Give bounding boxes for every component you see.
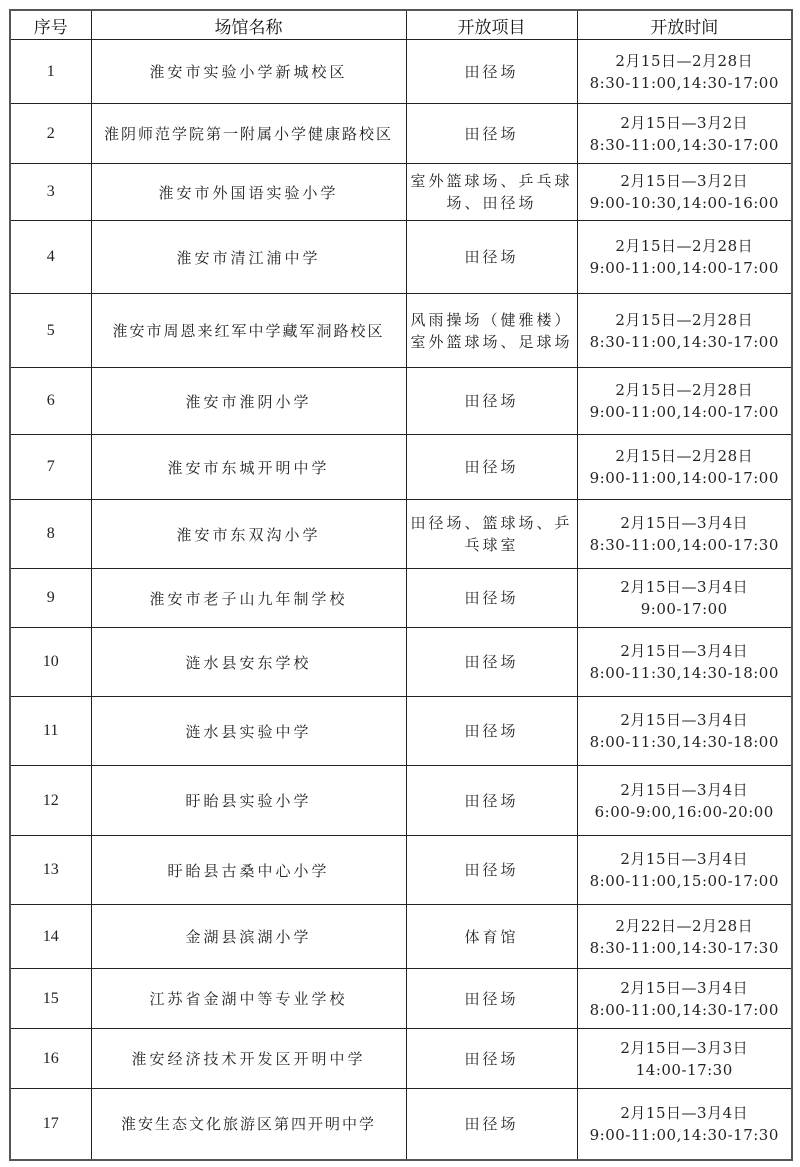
- row-number: 2: [10, 104, 91, 164]
- open-items: [406, 1029, 577, 1089]
- open-item-line: 田径场: [464, 989, 519, 1008]
- table-row: [10, 569, 792, 628]
- open-date-range: 2月15日—3月4日: [620, 978, 749, 997]
- open-item-line: 田径场: [464, 1114, 519, 1133]
- open-time: [577, 104, 792, 164]
- open-date-range: 2月15日—2月28日: [615, 447, 754, 465]
- open-hours: 9:00-17:00: [640, 600, 728, 618]
- open-time: [577, 628, 792, 697]
- row-number: 1: [10, 40, 91, 104]
- open-item-line: 体育馆: [464, 927, 519, 946]
- row-number: 8: [10, 500, 91, 569]
- venue-name: 淮安市实验小学新城校区: [91, 40, 406, 104]
- open-date-range: 2月15日—2月28日: [615, 51, 754, 70]
- open-items: [406, 969, 577, 1029]
- row-number: 9: [10, 569, 91, 628]
- venue-name: 淮安市东城开明中学: [91, 435, 406, 500]
- open-hours: 8:00-11:00,14:30-17:00: [589, 1000, 779, 1019]
- venue-name: 淮安市清江浦中学: [91, 221, 406, 294]
- venue-name: 淮安生态文化旅游区第四开明中学: [91, 1089, 406, 1160]
- open-date-range: 2月15日—2月28日: [615, 237, 754, 255]
- open-item-line: 田径场: [464, 392, 519, 410]
- open-time: [577, 836, 792, 905]
- open-hours: 8:30-11:00,14:30-17:00: [589, 332, 779, 351]
- open-item-line: 风雨操场（健雅楼）: [410, 310, 573, 329]
- open-items: [406, 766, 577, 836]
- row-number: 13: [10, 836, 91, 905]
- table-row: [10, 969, 792, 1029]
- table-row: [10, 500, 792, 569]
- open-time: [577, 40, 792, 104]
- open-time: [577, 164, 792, 221]
- open-items: [406, 368, 577, 435]
- open-time: [577, 1029, 792, 1089]
- open-item-line: 田径场: [464, 124, 519, 143]
- open-date-range: 2月15日—2月28日: [615, 310, 754, 329]
- venue-name: 淮安市淮阴小学: [91, 368, 406, 435]
- open-items: [406, 628, 577, 697]
- open-time: [577, 500, 792, 569]
- row-number: 11: [10, 697, 91, 766]
- venue-name: 淮安市老子山九年制学校: [91, 569, 406, 628]
- open-hours: 8:30-11:00,14:00-17:30: [589, 536, 779, 554]
- row-number: 6: [10, 368, 91, 435]
- open-time: [577, 569, 792, 628]
- open-hours: 6:00-9:00,16:00-20:00: [594, 802, 774, 821]
- venue-name: 盱眙县实验小学: [91, 766, 406, 836]
- table-row: [10, 697, 792, 766]
- open-hours: 8:00-11:00,15:00-17:00: [589, 872, 779, 890]
- open-time: [577, 905, 792, 969]
- open-hours: 8:00-11:30,14:30-18:00: [589, 733, 779, 751]
- row-number: 16: [10, 1029, 91, 1089]
- open-items: [406, 836, 577, 905]
- open-item-line: 田径场: [464, 1049, 519, 1068]
- venue-name: 金湖县滨湖小学: [91, 905, 406, 969]
- open-time: [577, 294, 792, 368]
- open-item-line: 田径场: [464, 458, 519, 476]
- open-time: [577, 969, 792, 1029]
- open-time: [577, 221, 792, 294]
- open-items: [406, 435, 577, 500]
- venue-name: 淮安市周恩来红军中学藏军洞路校区: [91, 294, 406, 368]
- header-row: [10, 10, 792, 40]
- open-item-line: 田径场: [464, 248, 519, 266]
- open-time: [577, 766, 792, 836]
- open-item-line: 田径场、篮球场、乒: [410, 514, 573, 532]
- open-item-line: 田径场: [464, 589, 519, 607]
- open-items: [406, 294, 577, 368]
- open-date-range: 2月15日—3月2日: [620, 172, 749, 190]
- table-row: [10, 1089, 792, 1160]
- row-number: 14: [10, 905, 91, 969]
- open-hours: 14:00-17:30: [635, 1060, 733, 1079]
- open-hours: 9:00-11:00,14:00-17:00: [589, 259, 779, 277]
- row-number: 10: [10, 628, 91, 697]
- row-number: 5: [10, 294, 91, 368]
- table-row: [10, 104, 792, 164]
- open-date-range: 2月15日—3月4日: [620, 850, 749, 868]
- row-number: 4: [10, 221, 91, 294]
- open-item-line: 田径场: [464, 861, 519, 879]
- open-time: [577, 1089, 792, 1160]
- open-time: [577, 697, 792, 766]
- table-row: [10, 294, 792, 368]
- open-items: [406, 905, 577, 969]
- open-date-range: 2月15日—3月4日: [620, 578, 749, 596]
- row-number: 12: [10, 766, 91, 836]
- venue-name: 盱眙县古桑中心小学: [91, 836, 406, 905]
- table-row: [10, 164, 792, 221]
- open-item-line: 乓球室: [464, 536, 519, 554]
- open-date-range: 2月15日—3月2日: [620, 113, 749, 132]
- row-number: 3: [10, 164, 91, 221]
- header-open-items: 开放项目: [406, 10, 577, 40]
- open-items: [406, 500, 577, 569]
- table-row: [10, 368, 792, 435]
- table-row: [10, 628, 792, 697]
- open-items: [406, 40, 577, 104]
- open-date-range: 2月15日—3月4日: [620, 642, 749, 660]
- open-item-line: 田径场: [464, 653, 519, 671]
- open-hours: 9:00-11:00,14:00-17:00: [589, 403, 779, 421]
- open-time: [577, 368, 792, 435]
- venue-name: 淮阴师范学院第一附属小学健康路校区: [91, 104, 406, 164]
- open-items: [406, 569, 577, 628]
- open-items: [406, 697, 577, 766]
- open-items: [406, 104, 577, 164]
- open-item-line: 田径场: [464, 62, 519, 81]
- open-items: [406, 164, 577, 221]
- table-row: [10, 435, 792, 500]
- open-date-range: 2月15日—3月4日: [620, 711, 749, 729]
- open-hours: 9:00-11:00,14:30-17:30: [589, 1125, 779, 1144]
- open-time: [577, 435, 792, 500]
- venue-name: 淮安市东双沟小学: [91, 500, 406, 569]
- open-date-range: 2月15日—3月3日: [620, 1038, 749, 1057]
- venue-name: 涟水县实验中学: [91, 697, 406, 766]
- open-items: [406, 1089, 577, 1160]
- venue-name: 淮安市外国语实验小学: [91, 164, 406, 221]
- venue-name: 淮安经济技术开发区开明中学: [91, 1029, 406, 1089]
- table-row: [10, 221, 792, 294]
- open-date-range: 2月15日—2月28日: [615, 381, 754, 399]
- open-date-range: 2月15日—3月4日: [620, 1103, 749, 1122]
- open-hours: 8:30-11:00,14:30-17:00: [589, 135, 779, 154]
- table-row: [10, 836, 792, 905]
- row-number: 15: [10, 969, 91, 1029]
- table-row: [10, 1029, 792, 1089]
- open-item-line: 田径场: [464, 722, 519, 740]
- row-number: 7: [10, 435, 91, 500]
- venue-opening-table: [9, 9, 793, 1161]
- table-row: [10, 905, 792, 969]
- header-open-time: 开放时间: [577, 10, 792, 40]
- header-venue-name: 场馆名称: [91, 10, 406, 40]
- open-item-line: 室外篮球场、足球场: [410, 332, 573, 351]
- open-hours: 8:00-11:30,14:30-18:00: [589, 664, 779, 682]
- open-item-line: 室外篮球场、乒乓球: [410, 172, 573, 190]
- open-items: [406, 221, 577, 294]
- open-date-range: 2月15日—3月4日: [620, 514, 749, 532]
- open-hours: 9:00-11:00,14:00-17:00: [589, 469, 779, 487]
- open-hours: 8:30-11:00,14:30-17:00: [589, 73, 779, 92]
- table-row: [10, 40, 792, 104]
- open-item-line: 田径场: [464, 791, 519, 810]
- venue-name: 江苏省金湖中等专业学校: [91, 969, 406, 1029]
- header-number: 序号: [10, 10, 91, 40]
- open-item-line: 场、田径场: [446, 194, 537, 212]
- open-date-range: 2月15日—3月4日: [620, 780, 749, 799]
- venue-name: 涟水县安东学校: [91, 628, 406, 697]
- open-date-range: 2月22日—2月28日: [615, 916, 754, 935]
- open-hours: 9:00-10:30,14:00-16:00: [589, 194, 779, 212]
- row-number: 17: [10, 1089, 91, 1160]
- open-hours: 8:30-11:00,14:30-17:30: [589, 938, 779, 957]
- table-row: [10, 766, 792, 836]
